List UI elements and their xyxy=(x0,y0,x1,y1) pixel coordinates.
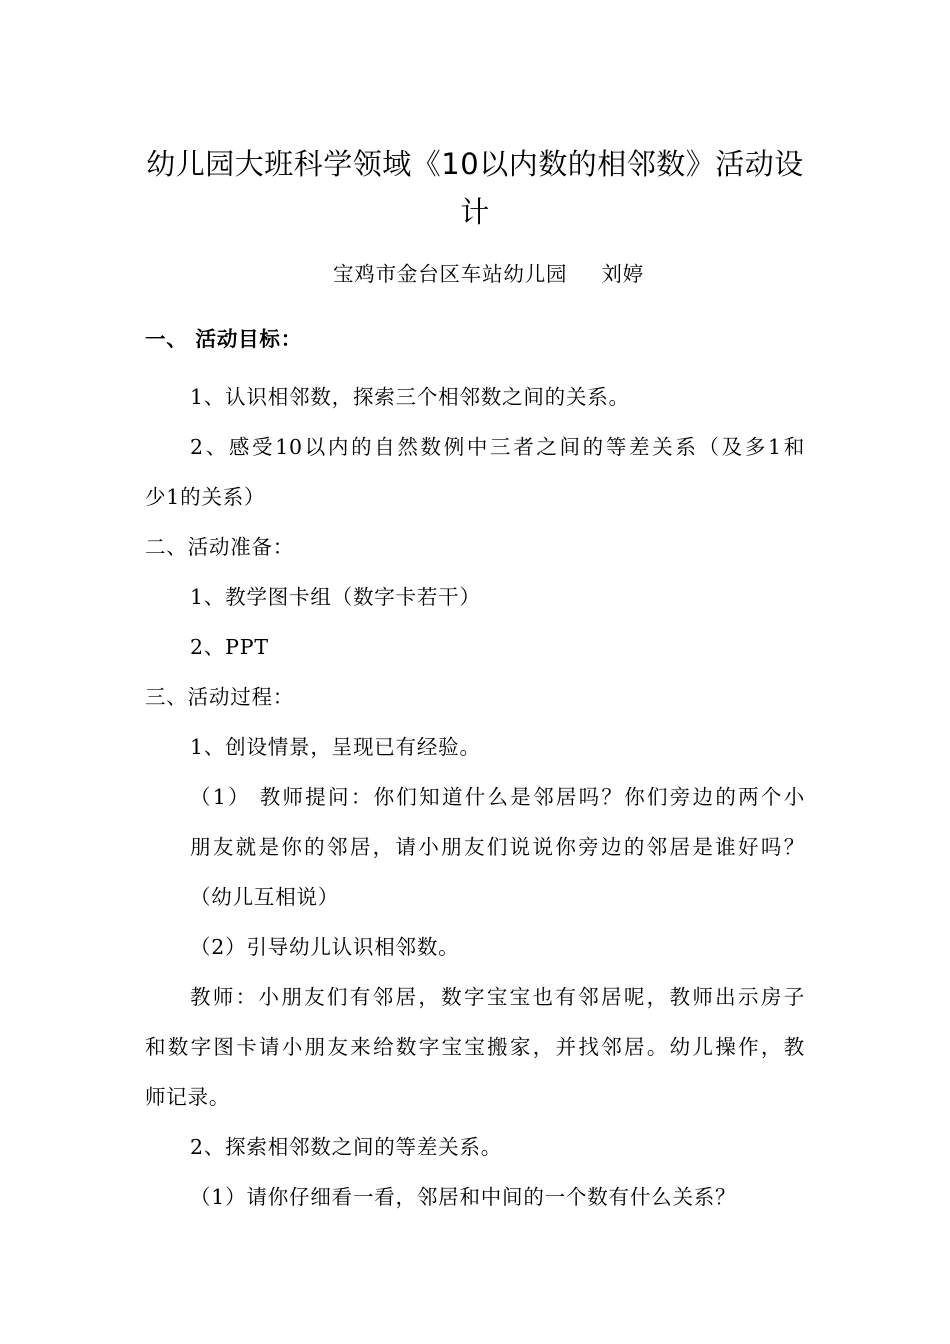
process-line: 和数字图卡请小朋友来给数字宝宝搬家，并找邻居。幼儿操作，教 xyxy=(145,1035,805,1059)
process-line: 2、探索相邻数之间的等差关系。 xyxy=(190,1135,503,1159)
process-line: 师记录。 xyxy=(145,1085,231,1109)
goal-item-2: 2、感受10以内的自然数例中三者之间的等差关系（及多1和 xyxy=(190,435,805,459)
process-line: 1、创设情景，呈现已有经验。 xyxy=(190,735,481,759)
byline-school: 宝鸡市金台区车站幼儿园 xyxy=(333,262,568,286)
process-line: （1）请你仔细看一看，邻居和中间的一个数有什么关系？ xyxy=(190,1185,737,1209)
process-line: （2）引导幼儿认识相邻数。 xyxy=(190,935,460,959)
process-line: （幼儿互相说） xyxy=(190,885,340,909)
goal-item-1: 1、认识相邻数，探索三个相邻数之间的关系。 xyxy=(190,385,630,409)
prep-item-2: 2、PPT xyxy=(190,635,269,659)
byline xyxy=(333,260,644,288)
process-line: 教师：小朋友们有邻居，数字宝宝也有邻居呢，教师出示房子 xyxy=(190,985,805,1009)
document-title: 幼儿园大班科学领域《10以内数的相邻数》活动设计 xyxy=(146,147,804,229)
section-heading-process: 三、活动过程： xyxy=(145,685,295,709)
process-line: （1） 教师提问：你们知道什么是邻居吗？你们旁边的两个小 xyxy=(190,785,805,809)
process-line: 朋友就是你的邻居，请小朋友们说说你旁边的邻居是谁好吗？ xyxy=(190,835,805,859)
section-heading-goals: 一、 活动目标： xyxy=(145,327,303,351)
section-heading-prep: 二、活动准备： xyxy=(145,535,295,559)
prep-item-1: 1、教学图卡组（数字卡若干） xyxy=(190,585,481,609)
byline-author: 刘婷 xyxy=(601,262,644,286)
goal-item-2-cont: 少1的关系） xyxy=(145,485,266,509)
